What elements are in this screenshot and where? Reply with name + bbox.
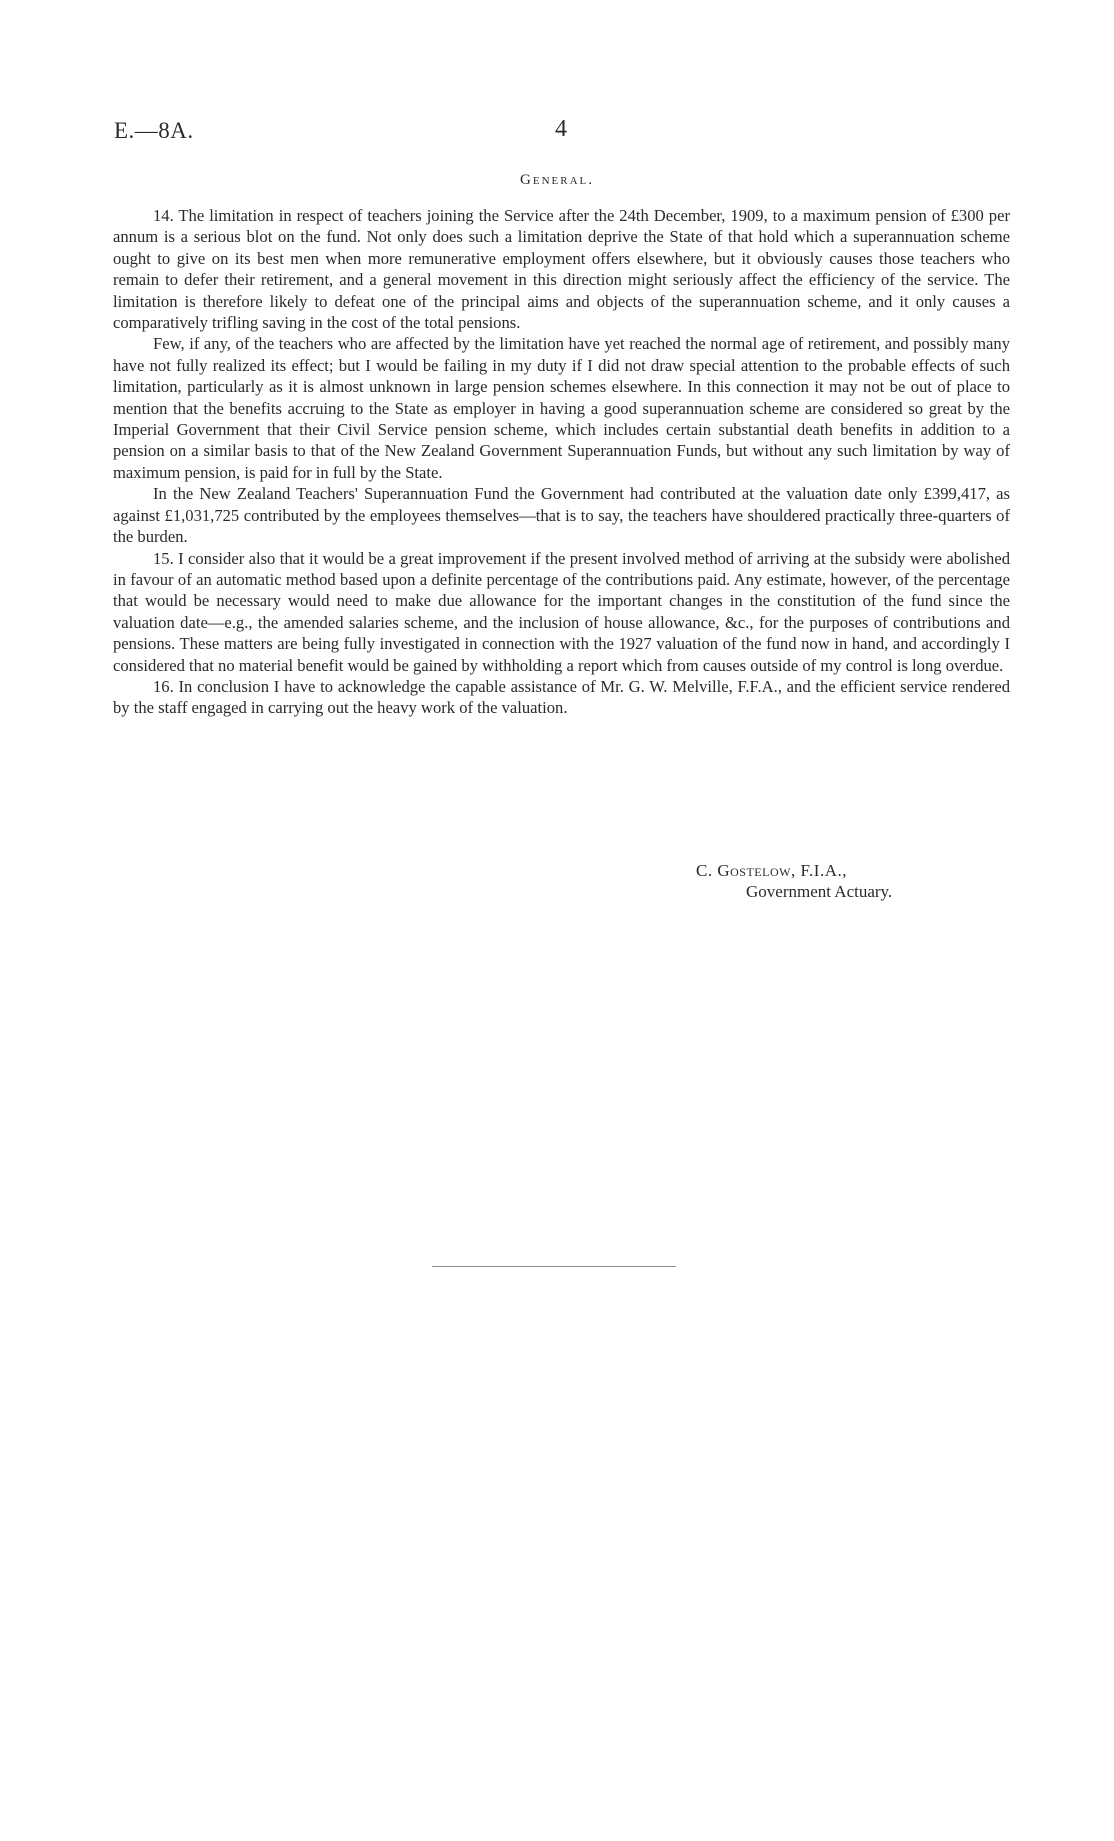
paragraph-16: 16. In conclusion I have to acknowledge the capable assistance of Mr. G. W. Melville, F.F.A., and the efficient service rendered by the staff engaged in carrying out the heavy work of the valuation. [113,676,1010,718]
section-heading: General. [520,172,594,188]
body-text [113,205,1010,719]
paragraph-14: 14. The limitation in respect of teachers joining the Service after the 24th December, 1909, to a maximum pension of £300 per annum is a serious blot on the fund. Not only does such a limitation deprive the State of that hold which a superannuation scheme ought to give on its best men when more remunerative employment offers elsewhere, but it obviously causes those teachers who remain to defer their retirement, and a general movement in this direction might seriously affect the efficiency of the service. The limitation is therefore likely to defeat one of the principal aims and objects of the superannuation scheme, and it only causes a comparatively trifling saving in the cost of the total pensions. [113,206,1010,333]
signatory-title: Government Actuary. [746,882,893,901]
paragraph-14-continued: Few, if any, of the teachers who are affected by the limitation have yet reached the normal age of retirement, and possibly many have not fully realized its effect; but I would be failing in my duty if I did not draw special attention to the probable effects of such limitation, particularly as it is almost unknown in large pension schemes elsewhere. In this connection it may not be out of place to mention that the benefits accruing to the State as employer in having a good superannuation scheme are considered so great by the Imperial Government that their Civil Service pension scheme, which includes certain substantial death benefits in addition to a pension on a similar basis to that of the New Zealand Government Superannuation Funds, but without any such limitation by way of maximum pension, is paid for in full by the State. [113,334,1010,482]
page-number: 4 [555,116,567,142]
document-reference: E.—8A. [114,118,194,143]
paragraph-15: 15. I consider also that it would be a great improvement if the present involved method of arriving at the subsidy were abolished in favour of an automatic method based upon a definite percentage of the contributions paid. Any estimate, however, of the percentage that would be necessary would need to make due allowance for the important changes in the constitution of the fund since the valuation date—e.g., the amended salaries scheme, and the inclusion of house allowance, &c., for the purposes of contributions and pensions. These matters are being fully investigated in connection with the 1927 valuation of the fund now in hand, and accordingly I considered that no material benefit would be gained by withholding a report which from causes outside of my control is long overdue. [113,548,1010,675]
paragraph-fund-contributions: In the New Zealand Teachers' Superannuation Fund the Government had contributed at the valuation date only £399,417, as against £1,031,725 contributed by the employees themselves—that is to say, the teachers have shouldered practically three-quarters of the burden. [113,484,1010,547]
closing-rule [432,1266,676,1267]
signature-block [696,860,892,902]
signatory-name: C. Gostelow, F.I.A., [696,861,847,880]
